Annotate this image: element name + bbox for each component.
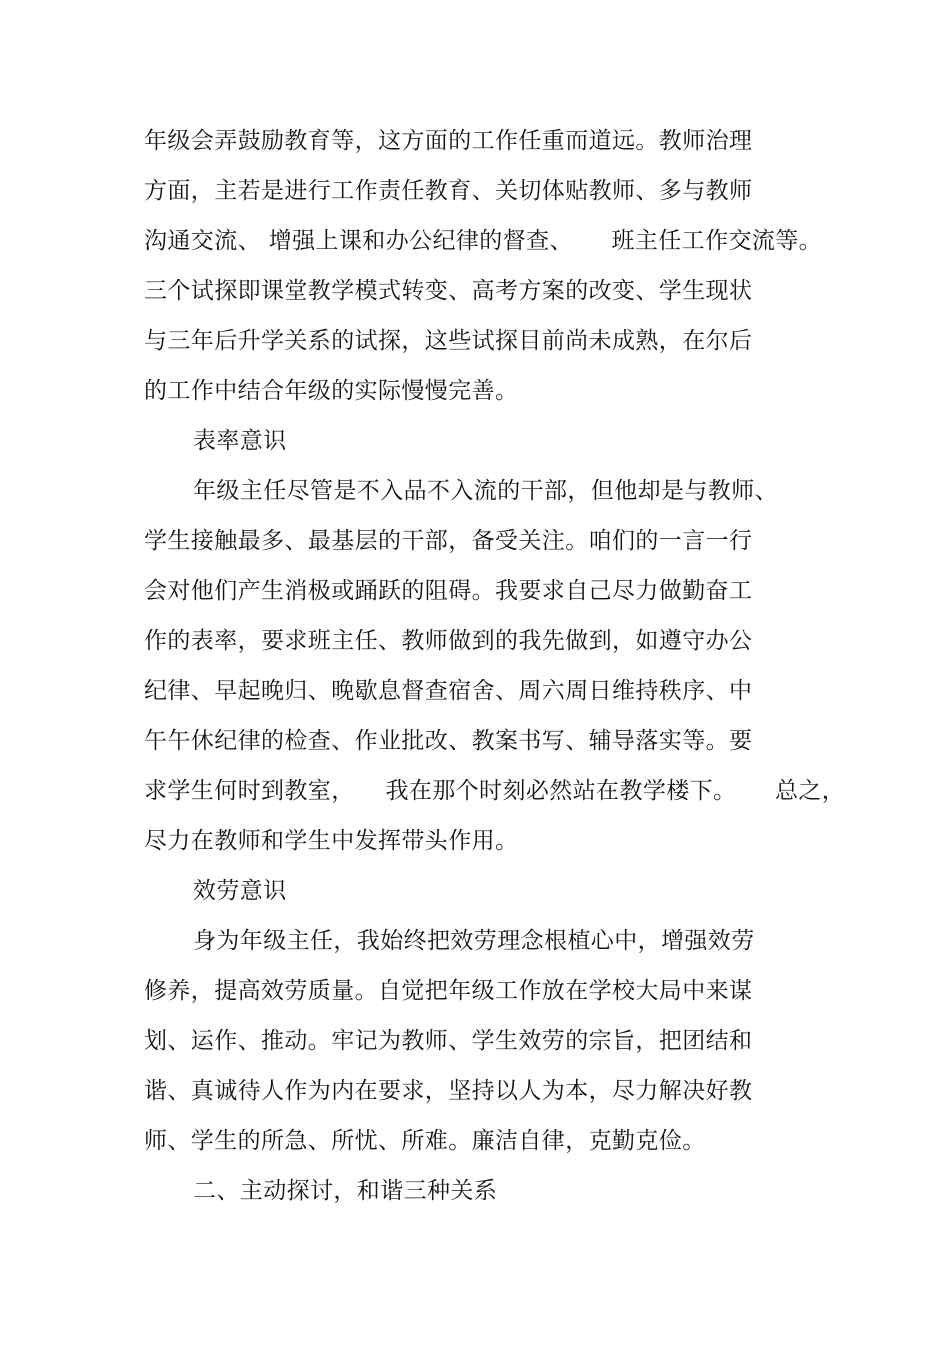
paragraph-line: 年级会弄鼓励教育等，这方面的工作任重而道远。教师治理	[144, 128, 753, 154]
paragraph-line: 划、运作、推动。牢记为教师、学生效劳的宗旨，把团结和	[144, 1028, 753, 1054]
paragraph-line: 师、学生的所急、所忧、所难。廉洁自律，克勤克俭。	[144, 1128, 706, 1154]
section-heading: 表率意识	[193, 428, 287, 454]
paragraph-line: 求学生何时到教室， 我在那个时刻必然站在教学楼下。 总之，	[144, 778, 846, 804]
paragraph-line: 作的表率，要求班主任、教师做到的我先做到，如遵守办公	[144, 628, 753, 654]
paragraph-line: 午午休纪律的检查、作业批改、教案书写、辅导落实等。要	[144, 728, 753, 754]
section-heading: 效劳意识	[193, 878, 287, 904]
paragraph-line: 沟通交流、 增强上课和办公纪律的督查、 班主任工作交流等。	[144, 228, 823, 254]
paragraph-line: 学生接触最多、最基层的干部，备受关注。咱们的一言一行	[144, 528, 753, 554]
paragraph-line: 身为年级主任，我始终把效劳理念根植心中，增强效劳	[193, 928, 755, 954]
paragraph-line: 与三年后升学关系的试探，这些试探目前尚未成熟，在尔后	[144, 328, 753, 354]
paragraph-line: 纪律、早起晚归、晚歇息督查宿舍、周六周日维持秩序、中	[144, 678, 753, 704]
paragraph-line: 谐、真诚待人作为内在要求，坚持以人为本，尽力解决好教	[144, 1078, 753, 1104]
paragraph-line: 的工作中结合年级的实际慢慢完善。	[144, 378, 519, 404]
section-heading: 二、主动探讨，和谐三种关系	[193, 1178, 498, 1204]
paragraph-line: 修养，提高效劳质量。自觉把年级工作放在学校大局中来谋	[144, 978, 753, 1004]
paragraph-line: 方面，主若是进行工作责任教育、关切体贴教师、多与教师	[144, 178, 753, 204]
paragraph-line: 三个试探即课堂教学模式转变、高考方案的改变、学生现状	[144, 278, 753, 304]
paragraph-line: 会对他们产生消极或踊跃的阻碍。我要求自己尽力做勤奋工	[144, 578, 753, 604]
paragraph-line: 年级主任尽管是不入品不入流的干部，但他却是与教师、	[193, 478, 778, 504]
paragraph-line: 尽力在教师和学生中发挥带头作用。	[144, 828, 519, 854]
